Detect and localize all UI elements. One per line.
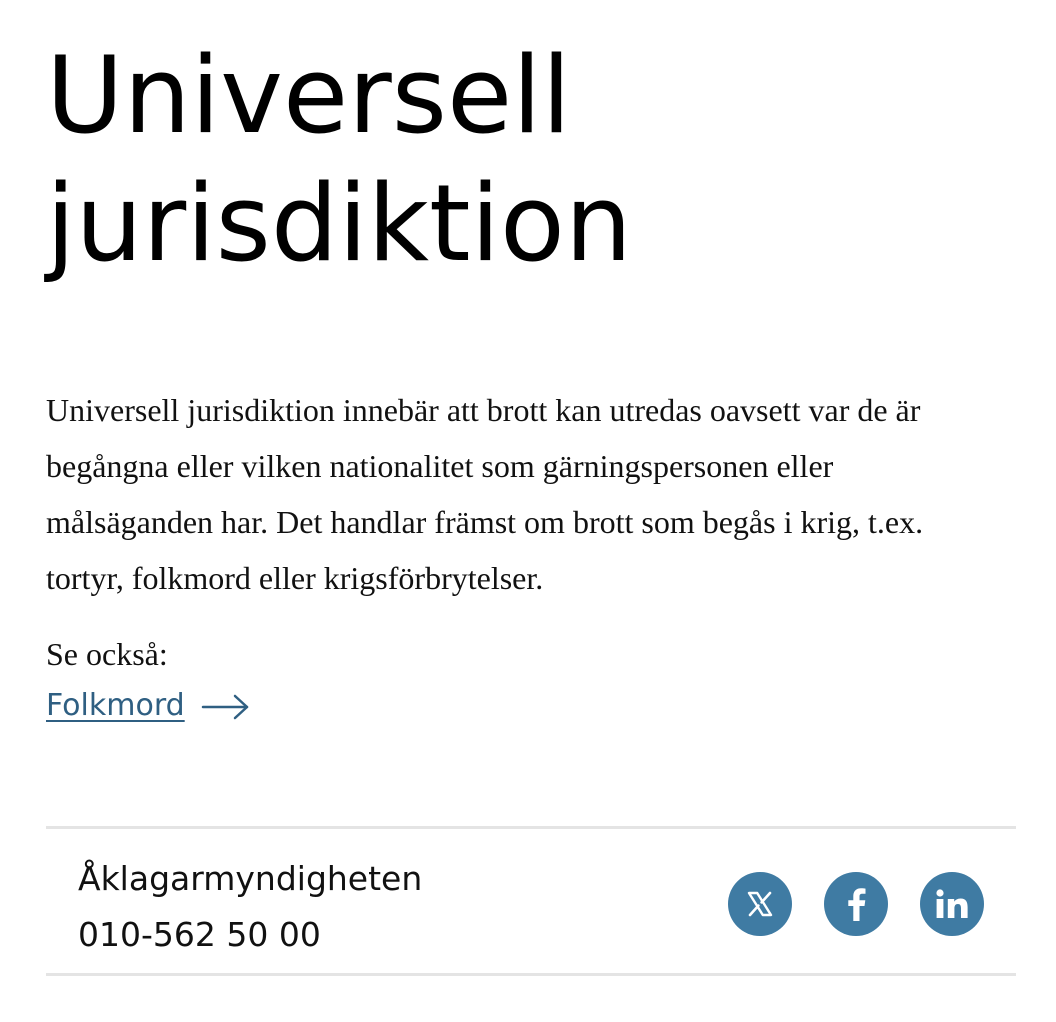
page-title-line-1: Universell — [46, 34, 572, 157]
contact-info — [78, 851, 422, 963]
share-facebook-button[interactable] — [824, 872, 888, 936]
share-x-button[interactable] — [728, 872, 792, 936]
site-footer — [46, 826, 1016, 976]
phone-number: 010-562 50 00 — [78, 915, 321, 954]
page-title — [46, 0, 1016, 288]
linkedin-icon — [935, 888, 969, 920]
x-icon — [745, 889, 775, 919]
related-link-label: Folkmord — [46, 688, 185, 723]
share-linkedin-button[interactable] — [920, 872, 984, 936]
facebook-icon — [841, 887, 871, 921]
see-also-label: Se också: — [46, 636, 168, 672]
arrow-right-icon — [201, 690, 251, 722]
social-links — [728, 872, 984, 936]
article — [46, 0, 1016, 730]
org-name: Åklagarmyndigheten — [78, 859, 423, 898]
page-title-line-2: jurisdiktion — [46, 162, 633, 285]
related-link-folkmord[interactable] — [46, 682, 251, 730]
article-lead: Universell jurisdiktion innebär att brott kan utredas oavsett var de är begångna eller vilken nationalitet som gärningspersonen eller målsäganden har. Det handlar främst om brott som begås i krig, t.ex. tortyr, folkmord eller krigsförbrytelser. — [46, 392, 924, 596]
